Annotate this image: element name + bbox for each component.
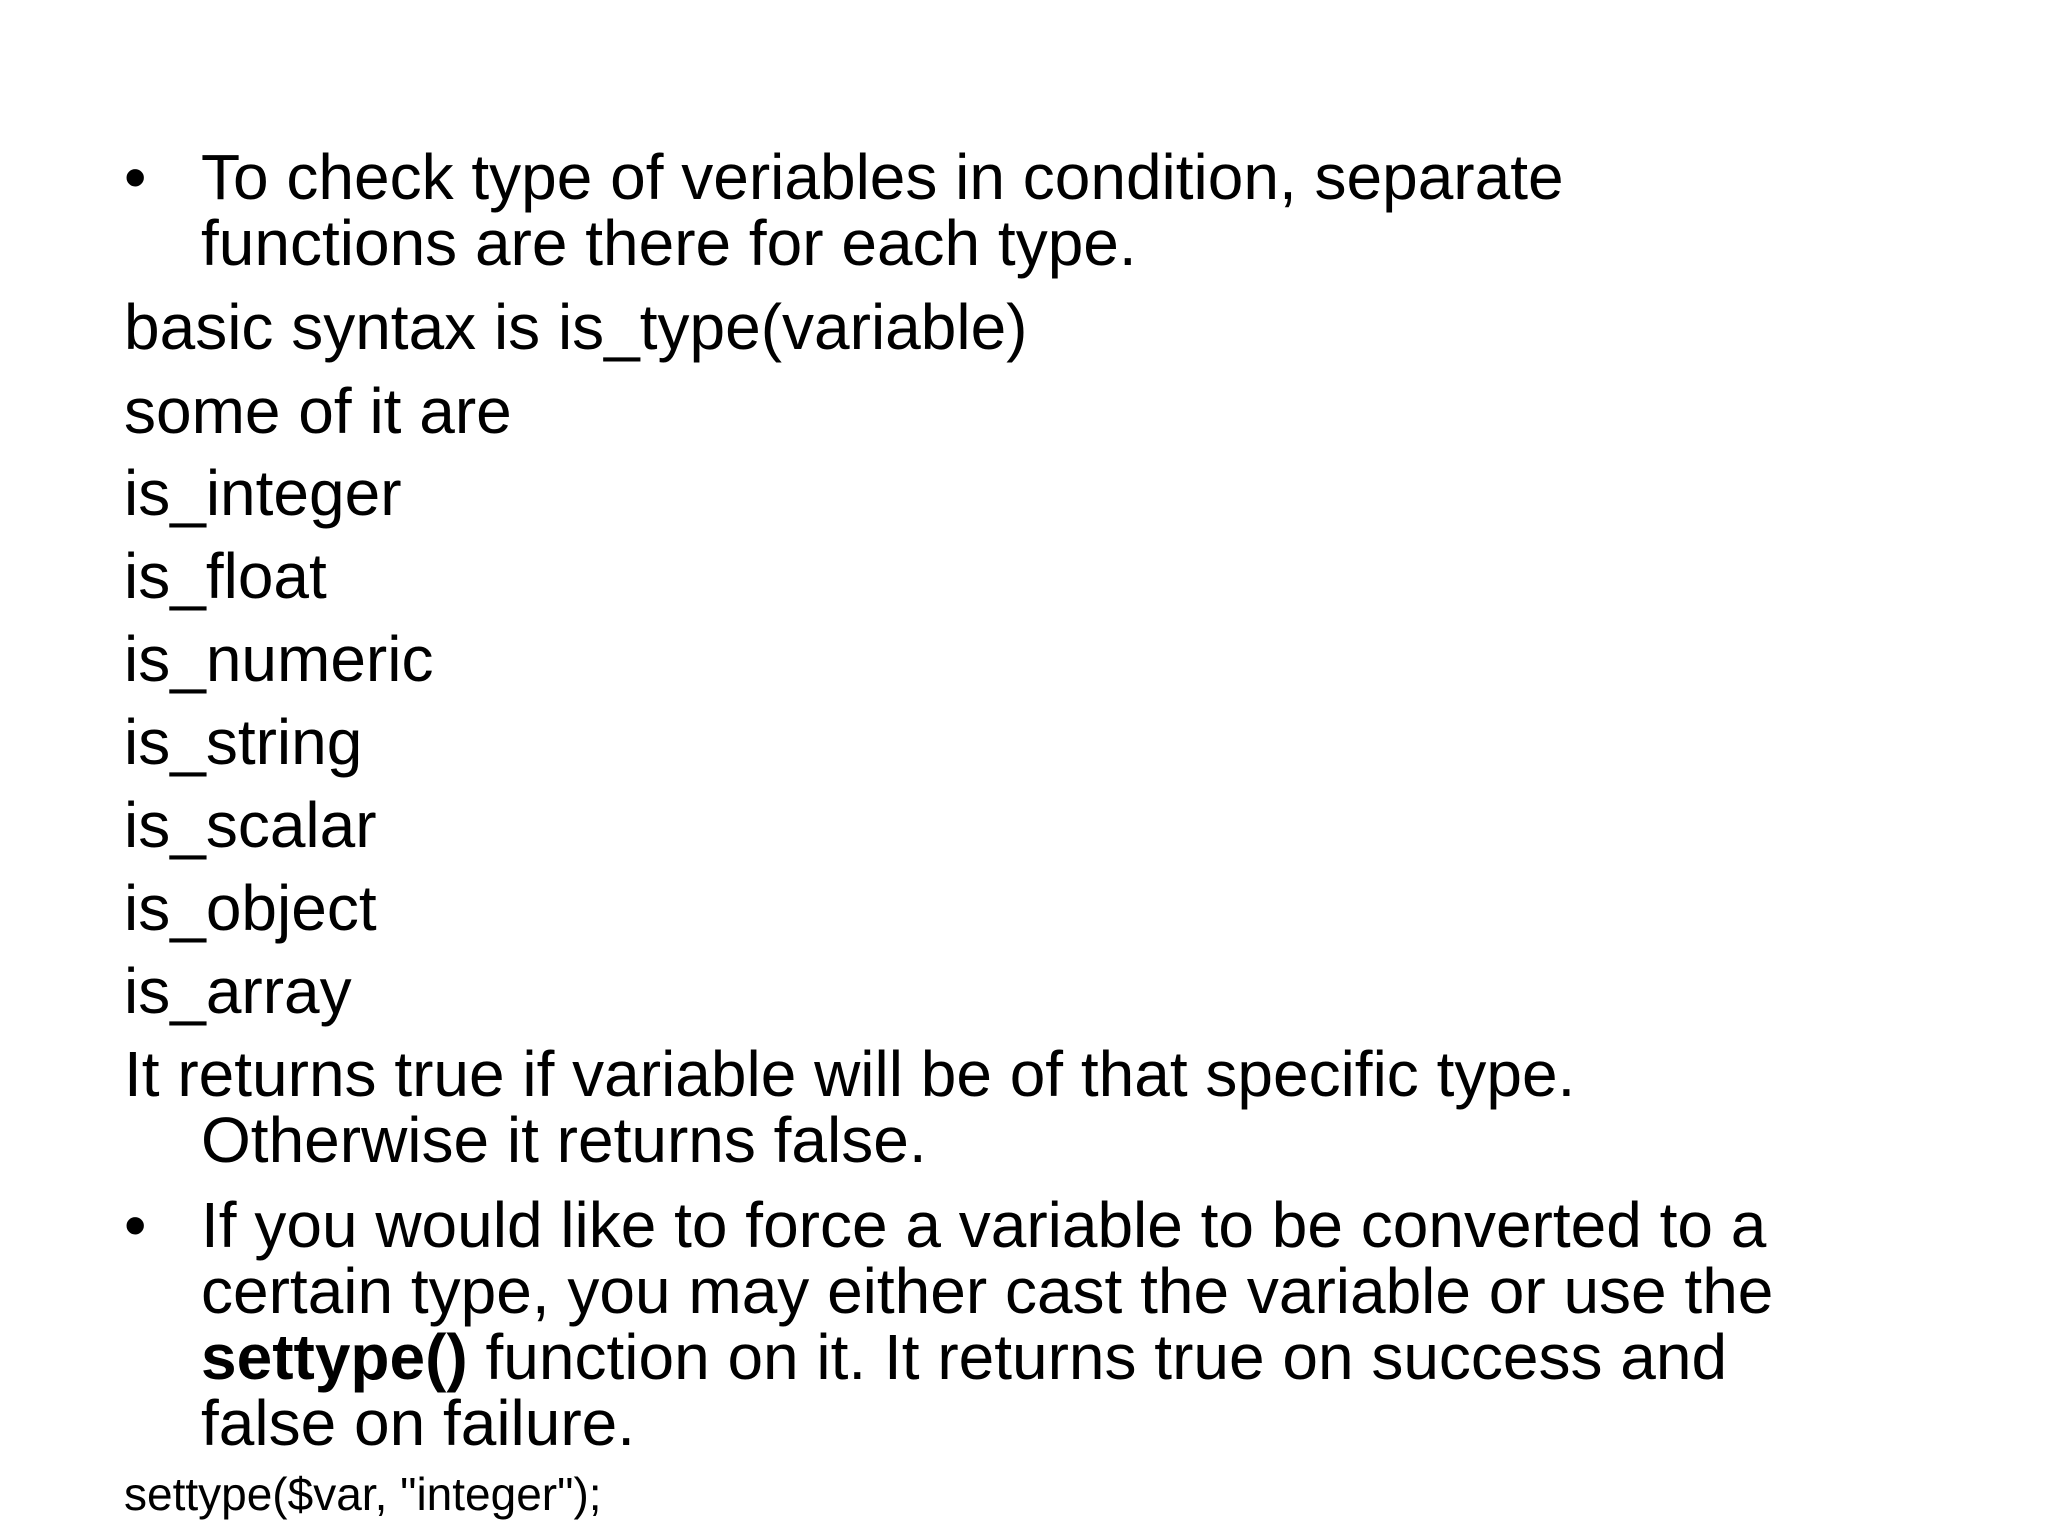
function-is-scalar: is_scalar	[124, 789, 377, 861]
bullet2-line1: If you would like to force a variable to be converted to a	[201, 1189, 1767, 1261]
basic-syntax-line: basic syntax is is_type(variable)	[124, 291, 1028, 363]
some-of-it-line: some of it are	[124, 375, 512, 447]
function-is-array: is_array	[124, 955, 352, 1027]
bullet2-line4: false on failure.	[201, 1387, 636, 1459]
bullet-dot-icon: •	[124, 141, 147, 213]
bullet1-line1: To check type of veriables in condition, separate	[201, 141, 1564, 213]
bullet2-line2: certain type, you may either cast the variable or use the	[201, 1255, 1774, 1327]
bullet-text	[201, 141, 1564, 279]
returns-line2: Otherwise it returns false.	[201, 1104, 927, 1176]
function-is-object: is_object	[124, 872, 377, 944]
settype-keyword: settype()	[201, 1321, 468, 1393]
bullet2-line3	[201, 1321, 1773, 1393]
bullet-dot-icon: •	[124, 1189, 147, 1261]
returns-paragraph	[124, 1038, 1576, 1176]
code-example: settype($var, "integer");	[124, 1468, 602, 1520]
bullet2-line3-rest: function on it. It returns true on success and	[467, 1321, 1728, 1393]
bullet-text	[201, 1189, 1774, 1459]
function-is-float: is_float	[124, 540, 327, 612]
function-is-string: is_string	[124, 706, 363, 778]
bullet1-line2: functions are there for each type.	[201, 207, 1137, 279]
function-is-numeric: is_numeric	[124, 623, 434, 695]
returns-line1: It returns true if variable will be of that specific type.	[124, 1038, 1576, 1110]
function-is-integer: is_integer	[124, 457, 402, 529]
